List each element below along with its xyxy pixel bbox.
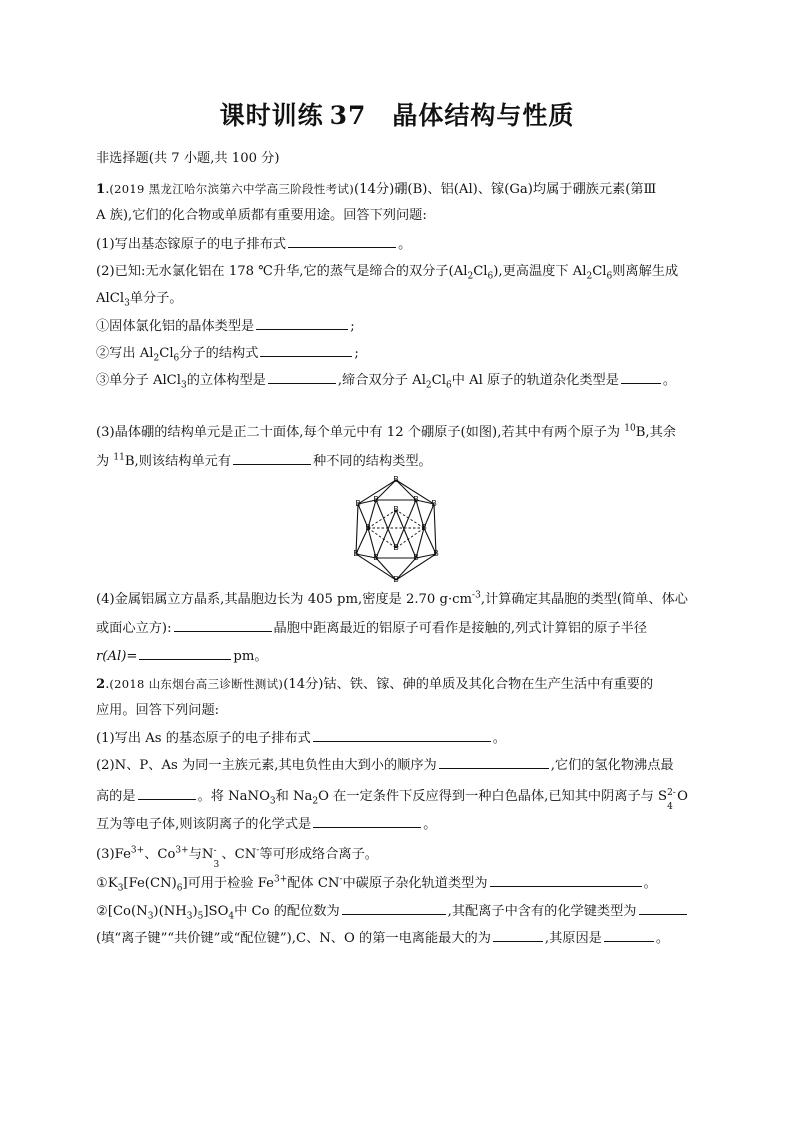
q2-part3: $(3)Fe^{3+}$、$Co^{3+}$与N - 3 、CN-等可形成络合离子。 [96,845,378,870]
answer-blank[interactable] [233,452,311,465]
answer-blank[interactable] [490,874,642,887]
atom-label: B [413,553,419,562]
q1-intro-line1: 1.(2019 黑龙江哈尔滨第六中学高三阶段性考试)(14分)硼(B)、铝(Al)、镓(Ga)均属于硼族元素(第Ⅲ [96,182,657,197]
q1-s3-text: ③单分子 AlCl [96,373,181,388]
q2-p2b-mid: 。将 NaNO [197,789,270,804]
q2-s2b-tail: ,其原因是 [544,931,602,946]
q1-part2-line2: AlCl$_3$单分子。 [96,291,183,309]
answer-blank[interactable] [639,902,687,915]
q2-part2-line2: 高的是 。将 NaNO$_3$和 $Na_2O$ 在一定条件下反应得到一种白色晶体,已知其中阴离子与 S 2- 4 O [96,788,688,812]
q2-part2-line3: 互为等电子体,则该阴离子的化学式是 。 [96,817,437,832]
q1-part4-line3 [96,647,706,666]
q2-p2a-tail: ,它们的氢化物沸点最 [550,758,674,773]
q2-sub2-line2: (填“离子键”“共价键”或“配位键”),C、N、O 的第一电离能最大的为 ,其原因是 。 [96,931,670,946]
q2-part2-line1 [96,756,706,775]
answer-blank[interactable] [288,235,396,248]
q1-intro-b: A 族),它们的化合物或单质都有重要用途。回答下列问题: [96,208,427,223]
q1-s3-mid: 的立体构型是 [186,373,266,388]
q1-intro-a: (14分)硼(B)、铝(Al)、镓(Ga)均属于硼族元素(第Ⅲ [353,182,657,197]
q1-number: 1 [96,182,106,197]
q2-s2-tail: 中 Co 的配位数为 [234,904,340,919]
answer-blank[interactable] [139,647,231,660]
q1-part3-line2: 为 $^{11}$B,则该结构单元有 种不同的结构类型。 [96,452,432,469]
atom-label: B [413,495,419,504]
q1-p2b-text: AlCl [96,291,125,306]
atom-label: B [353,549,359,558]
q2-s2b-text: (填“离子键”“共价键”或“配位键”),C、N、O 的第一电离能最大的为 [96,931,491,946]
q2-intro-line1: 2.(2018 山东烟台高三诊断性测试)(14分)钴、铁、镓、砷的单质及其化合物在生产生活中有重要的 [96,677,654,692]
q2-intro-line2 [96,702,706,720]
q2-p3-text: (3)Fe [96,847,131,862]
q1-part1: (1)写出基态镓原子的电子排布式 。 [96,237,412,252]
title-number: 37 [329,101,367,130]
q1-p4a-text: (4)金属铝属立方晶系,其晶胞边长为 405 pm,密度是 2.70 g·cm [96,592,473,607]
atom-label: B [365,523,371,532]
answer-blank[interactable] [138,787,196,800]
answer-blank[interactable] [260,344,352,357]
q1-s3-tail: 中 Al 原子的轨道杂化类型是 [451,373,619,388]
q1-s2-text: ②写出 Al [96,346,154,361]
atom-label: B [355,499,361,508]
q1-p1-text: (1)写出基态镓原子的电子排布式 [96,237,287,252]
title-main: 课时训练 [219,101,324,130]
icosahedron-diagram [346,474,446,586]
q2-p3-mid: 、Co [144,847,176,862]
answer-blank[interactable] [313,815,421,828]
answer-blank[interactable] [174,619,272,632]
q2-p2b-mid3: O 在一定条件下反应得到一种白色晶体,已知其中阴离子与 S [318,789,668,804]
atom-label: B [373,495,379,504]
q2-source: (2018 山东烟台高三诊断性测试) [109,677,284,691]
q2-p1-text: (1)写出 As 的基态原子的电子排布式 [96,731,311,746]
atom-label: B [431,499,437,508]
q1-p4a-tail: ,计算确定其晶胞的类型(简单、体心 [480,592,688,607]
section-heading [96,150,706,168]
q2-p3-mid2: 与 [188,847,202,862]
q2-s1-tail: 配体 CN [287,876,340,891]
answer-blank[interactable] [493,929,543,942]
q2-p2c-text: 互为等电子体,则该阴离子的化学式是 [96,817,312,832]
q2-s1-mid: [Fe(CN) [123,876,177,891]
q1-sub3: ③单分子 AlCl$_3$的立体构型是 ,缔合双分子 $Al_2Cl_6$中 Al 原子的轨道杂化类型是 。 [96,373,677,391]
atom-label: B [433,549,439,558]
answer-blank[interactable] [256,317,348,330]
q2-p3-tail2: 等可形成络合离子。 [259,847,378,862]
q1-p3a-text: (3)晶体硼的结构单元是正二十面体,每个单元中有 12 个硼原子(如图),若其中有两个原子为 [96,425,621,440]
q1-p3b-tail: 种不同的结构类型。 [313,454,432,469]
q1-p2b-tail: 单分子。 [129,291,183,306]
atom-label: B [393,543,399,552]
q1-part3-line1: (3)晶体硼的结构单元是正二十面体,每个单元中有 12 个硼原子(如图),若其中有两个原子为 $^{10}$B,其余 [96,423,676,440]
q1-p3b-text: 为 [96,454,110,469]
q2-s2-tail2: ,其配离子中含有的化学键类型为 [447,904,637,919]
q2-sub1: $①K_3[Fe(CN)_6]$可用于检验 $Fe^{3+}$配体 CN-中碳原子杂化轨道类型为 。 [96,874,657,894]
q1-p2a-text: (2)已知:无水氯化铝在 178 ℃升华,它的蒸气是缔合的双分子(Al [96,264,468,279]
atom-label: B [421,523,427,532]
atom-label: B [393,575,399,584]
q2-s2-text: ②[Co(N [96,904,148,919]
answer-blank[interactable] [268,371,336,384]
q1-p4b-text: 或面心立方): [96,621,172,636]
q2-sub2-line1: $②[Co(N_3)(NH_3)_5]SO_4$中 Co 的配位数为 ,其配离子中含有的化学键类型为 [96,902,706,921]
q2-s2-mid: )(NH [153,904,187,919]
q2-s1-mid2: ]可用于检验 Fe [182,876,274,891]
q2-p3-tail: 、CN [221,847,257,862]
q1-source: (2019 黑龙江哈尔滨第六中学高三阶段性考试) [109,182,354,196]
q1-intro-line2 [96,207,706,225]
q2-p2b-text: 高的是 [96,789,136,804]
atom-label: B [393,505,399,514]
q1-p4b-tail: 晶胞中距离最近的铝原子可看作是接触的,列式计算铝的原子半径 [273,621,647,636]
q1-s2-tail: 分子的结构式 [179,346,259,361]
title-sub: 晶体结构与性质 [392,101,575,130]
q2-part1: (1)写出 As 的基态原子的电子排布式 。 [96,731,506,746]
q1-p4c-text: r(Al)= [96,649,138,664]
q2-intro-b: 应用。回答下列问题: [96,703,220,718]
q2-s1-tail2: 中碳原子杂化轨道类型为 [342,876,488,891]
q2-s2-mid2: ]SO [203,904,229,919]
q1-sub1: ①固体氯化铝的晶体类型是 ; [96,319,355,334]
q1-p4c-tail: pm。 [233,649,268,664]
q2-intro-a: (14分)钴、铁、镓、砷的单质及其化合物在生产生活中有重要的 [283,677,654,692]
answer-blank[interactable] [313,729,491,742]
q1-s3-mid2: ,缔合双分子 Al [337,373,426,388]
section-text: 非选择题(共 7 小题,共 100 分) [96,151,280,166]
q1-part4-line2 [96,619,706,638]
answer-blank[interactable] [439,756,549,769]
q1-part4-line1: (4)金属铝属立方晶系,其晶胞边长为 405 pm,密度是 2.70 $g\cdot cm^{-3}$,计算确定其晶胞的类型(简单、体心 [96,590,688,607]
q1-part2-line1: (2)已知:无水氯化铝在 178 ℃升华,它的蒸气是缔合的双分子$(Al_2Cl_6)$,更高温度下 $Al_2Cl_6$则离解生成 [96,264,679,282]
page-title [0,96,794,132]
q1-sub2: ②写出 $Al_2Cl_6$分子的结构式 ; [96,346,359,364]
answer-blank[interactable] [342,902,446,915]
q2-s1-text: ①K [96,876,118,891]
q1-s1-text: ①固体氯化铝的晶体类型是 [96,319,255,334]
atom-label: B [393,475,399,484]
q2-p2b-mid2: 和 Na [275,789,313,804]
q2-p2a-text: (2)N、P、As 为同一主族元素,其电负性由大到小的顺序为 [96,758,437,773]
q2-number: 2 [96,677,106,692]
answer-blank[interactable] [621,371,661,384]
answer-blank[interactable] [604,929,654,942]
atom-label: B [373,553,379,562]
